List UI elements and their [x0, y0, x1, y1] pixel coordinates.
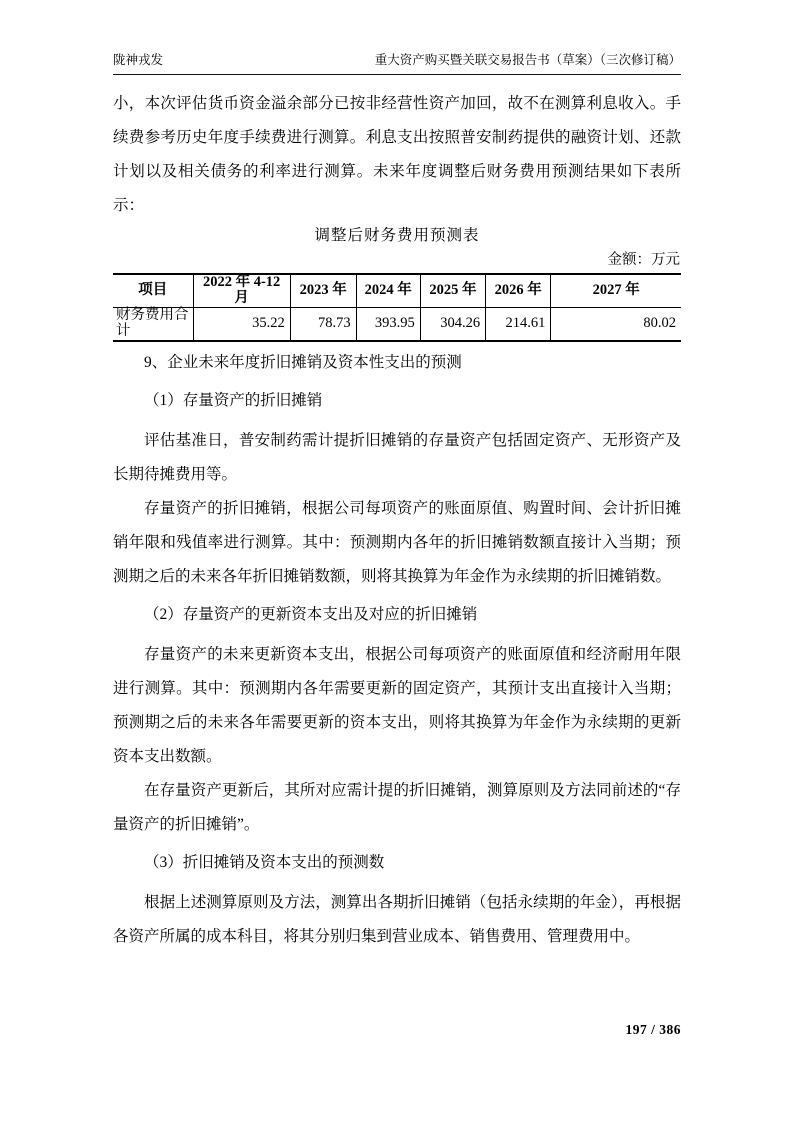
header-report-title: 重大资产购买暨关联交易报告书（草案）（三次修订稿）: [374, 53, 681, 67]
table-header-row: [113, 274, 681, 307]
paragraph-intro: 小，本次评估货币资金溢余部分已按非经营性资产加回，故不在测算利息收入。手续费参考历史年度手续费进行测算。利息支出按照普安制药提供的融资计划、还款计划以及相关债务的利率进行测算。未来年度调整后财务费用预测结果如下表所示：: [113, 95, 681, 214]
section-heading-9-1: （1）存量资产的折旧摊销: [144, 391, 323, 409]
paragraph-9-3-1: 根据上述测算原则及方法，测算出各期折旧摊销（包括永续期的年金），再根据各资产所属的成本科目，将其分别归集到营业成本、销售费用、管理费用中。: [113, 893, 681, 945]
section-heading-9-3: （3）折旧摊销及资本支出的预测数: [144, 853, 385, 871]
page-header: [113, 52, 681, 75]
value-2025: 304.26: [420, 307, 485, 340]
column-header-2022: 2022 年 4-12 月: [193, 274, 290, 307]
header-company-name: 陇神戎发: [113, 53, 164, 67]
table-row-finance-total: [113, 307, 681, 340]
column-header-2026: 2026 年: [486, 274, 551, 307]
value-2023: 78.73: [290, 307, 356, 340]
value-2024: 393.95: [356, 307, 420, 340]
document-body: [113, 87, 681, 954]
finance-forecast-table: [113, 273, 681, 342]
row-label: 财务费用合计: [116, 306, 189, 339]
paragraph-9-2-2: 在存量资产更新后，其所对应需计提的折旧摊销，测算原则及方法同前述的“存量资产的折旧摊销”。: [113, 781, 681, 833]
value-2026: 214.61: [486, 307, 551, 340]
column-header-2024: 2024 年: [356, 274, 420, 307]
paragraph-9-1-1: 评估基准日，普安制药需计提折旧摊销的存量资产包括固定资产、无形资产及长期待摊费用等。: [113, 431, 681, 483]
table-unit-label: 金额：万元: [607, 252, 680, 268]
table-title: 调整后财务费用预测表: [314, 227, 480, 244]
value-2022: 35.22: [193, 307, 290, 340]
paragraph-9-2-1: 存量资产的未来更新资本支出，根据公司每项资产的账面原值和经济耐用年限进行测算。其中：预测期内各年需要更新的固定资产，其预计支出直接计入当期；预测期之后的未来各年需要更新的资本支出，则将其换算为年金作为永续期的更新资本支出数额。: [113, 645, 681, 765]
section-heading-9: 9、企业未来年度折旧摊销及资本性支出的预测: [144, 353, 462, 371]
value-2027: 80.02: [551, 307, 681, 340]
column-header-item: 项目: [113, 274, 193, 307]
column-header-2025: 2025 年: [420, 274, 485, 307]
column-header-2027: 2027 年: [551, 274, 681, 307]
paragraph-9-1-2: 存量资产的折旧摊销，根据公司每项资产的账面原值、购置时间、会计折旧摊销年限和残值率进行测算。其中：预测期内各年的折旧摊销数额直接计入当期；预测期之后的未来各年折旧摊销数额，则将其换算为年金作为永续期的折旧摊销数。: [113, 499, 681, 585]
page-number: 197 / 386: [625, 1022, 681, 1037]
column-header-2023: 2023 年: [290, 274, 356, 307]
section-heading-9-2: （2）存量资产的更新资本支出及对应的折旧摊销: [144, 605, 478, 623]
